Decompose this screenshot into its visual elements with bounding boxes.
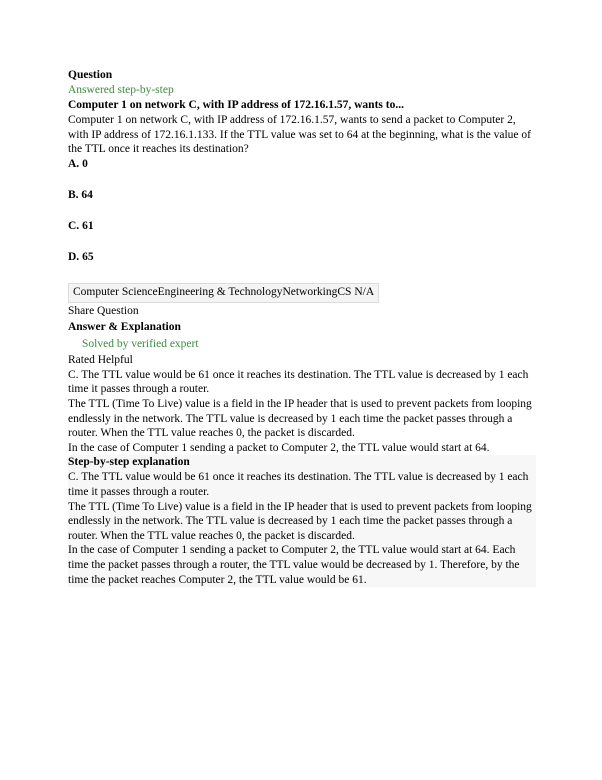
answer-choice-list	[68, 157, 536, 265]
choice-a-value: 0	[82, 157, 88, 170]
answer-choice-d[interactable]	[68, 250, 536, 265]
share-question-link[interactable]: Share Question	[68, 304, 139, 317]
step-paragraph: In the case of Computer 1 sending a packet to Computer 2, the TTL value would start at 64. Each time the packet passes through a router, the TTL value would be decreased by 1. Therefore, by the time the packet reaches Computer 2, the TTL value would be 61.	[68, 544, 520, 586]
question-section-label: Question	[68, 69, 113, 81]
answer-choice-a[interactable]	[68, 157, 536, 172]
answer-choice-c[interactable]	[68, 219, 536, 234]
step-paragraph: The TTL (Time To Live) value is a field in the IP header that is used to prevent packets from looping endlessly in the network. The TTL value is decreased by 1 each time the packet passes through a router. When the TTL value reaches 0, the packet is discarded.	[68, 500, 532, 542]
choice-c-value: 61	[82, 219, 94, 232]
choice-c-letter: C.	[68, 219, 80, 232]
answer-paragraph: The TTL (Time To Live) value is a field in the IP header that is used to prevent packets from looping endlessly in the network. The TTL value is decreased by 1 each time the packet passes through a router. When the TTL value reaches 0, the packet is discarded.	[68, 397, 532, 440]
verified-expert-badge: Solved by verified expert	[82, 337, 199, 350]
step-by-step-section	[68, 455, 536, 587]
answered-status-badge: Answered step-by-step	[68, 84, 174, 96]
answer-paragraph: In the case of Computer 1 sending a packet to Computer 2, the TTL value would start at 64.	[68, 441, 490, 454]
choice-b-letter: B.	[68, 188, 79, 201]
answer-paragraph: C. The TTL value would be 61 once it reaches its destination. The TTL value is decreased by 1 each time it passes through a router.	[68, 368, 529, 396]
question-title: Computer 1 on network C, with IP address of 172.16.1.57, wants to...	[68, 99, 404, 111]
answer-explanation-heading: Answer & Explanation	[68, 320, 181, 333]
choice-d-letter: D.	[68, 250, 80, 263]
step-by-step-body	[68, 470, 536, 587]
rated-helpful-label: Rated Helpful	[68, 353, 133, 366]
step-paragraph: C. The TTL value would be 61 once it reaches its destination. The TTL value is decreased by 1 each time it passes through a router.	[68, 471, 529, 498]
breadcrumb[interactable]: Computer ScienceEngineering & TechnologyNetworkingCS N/A	[68, 283, 379, 303]
answer-choice-b[interactable]	[68, 188, 536, 203]
document-content	[68, 68, 536, 587]
choice-d-value: 65	[82, 250, 94, 263]
choice-b-value: 64	[81, 188, 93, 201]
answer-explanation-body	[68, 368, 536, 456]
choice-a-letter: A.	[68, 157, 80, 170]
step-by-step-heading: Step-by-step explanation	[68, 456, 190, 469]
question-body: Computer 1 on network C, with IP address of 172.16.1.57, wants to send a packet to Computer 2, with IP address of 172.16.1.133. If the TTL value was set to 64 at the beginning, what is the value of the TTL once it reaches its destination?	[68, 114, 531, 156]
